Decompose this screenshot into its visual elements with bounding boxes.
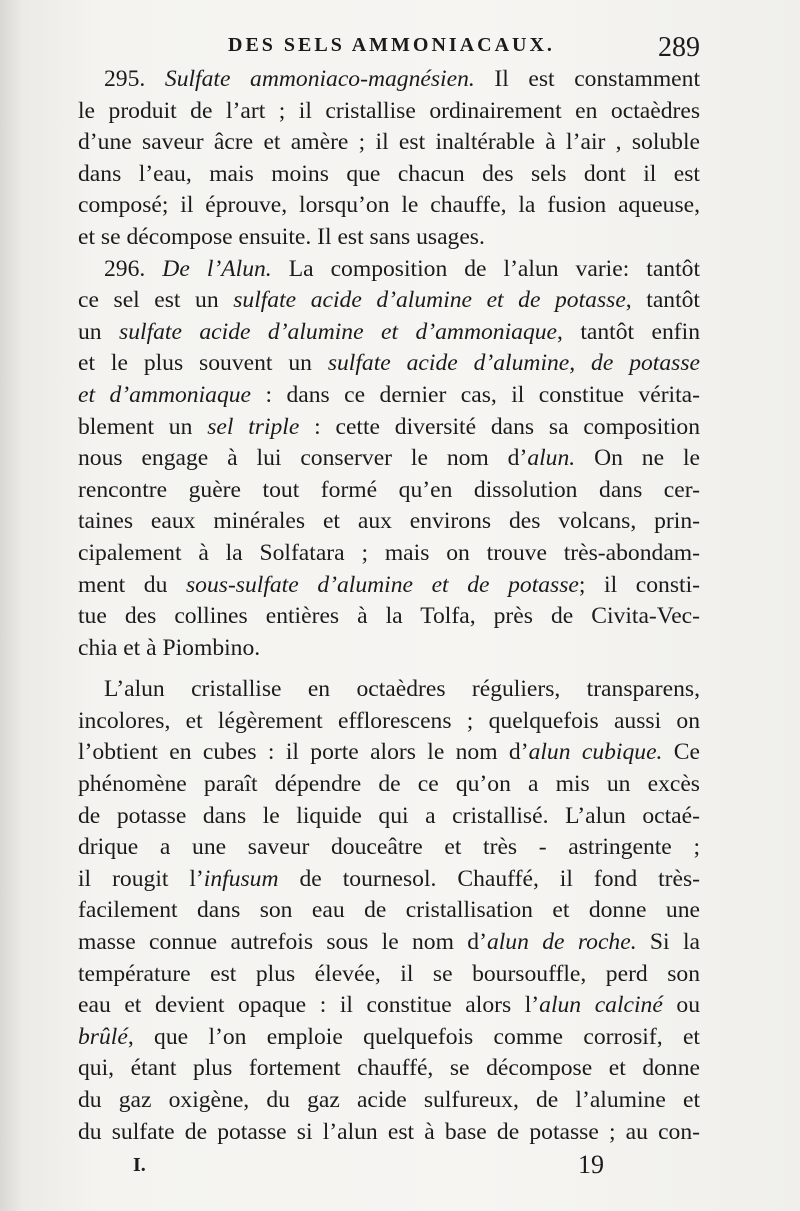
text-line: taines eaux minérales et aux environs des volcans, prin- bbox=[78, 508, 700, 535]
body-text bbox=[78, 64, 700, 1148]
text-line: et se décompose ensuite. Il est sans usages. bbox=[78, 223, 485, 250]
text-line: il rougit l’infusum de tournesol. Chauffé, il fond très- bbox=[78, 865, 700, 892]
text-line: d’une saveur âcre et amère ; il est inaltérable à l’air , soluble bbox=[78, 129, 700, 156]
text-line: dans l’eau, mais moins que chacun des sels dont il est bbox=[78, 160, 700, 187]
text-line: ce sel est un sulfate acide d’alumine et de potasse, tantôt bbox=[78, 287, 700, 314]
signature-number: 19 bbox=[578, 1150, 604, 1179]
text-line: masse connue autrefois sous le nom d’alun de roche. Si la bbox=[78, 929, 700, 956]
text-line: l’obtient en cubes : il porte alors le nom d’alun cubique. Ce bbox=[78, 739, 700, 766]
signature-mark: I. bbox=[133, 1154, 146, 1176]
text-line: et le plus souvent un sulfate acide d’alumine, de potasse bbox=[78, 350, 700, 377]
page-header bbox=[78, 26, 700, 66]
text-line: du sulfate de potasse si l’alun est à base de potasse ; au con- bbox=[78, 1118, 700, 1145]
text-line: eau et devient opaque : il constitue alors l’alun calciné ou bbox=[78, 992, 700, 1019]
text-line: et d’ammoniaque : dans ce dernier cas, il constitue vérita- bbox=[78, 381, 700, 408]
text-line: chia et à Piombino. bbox=[78, 634, 261, 661]
text-line: blement un sel triple : cette diversité dans sa composition bbox=[78, 413, 700, 440]
text-line: 296. De l’Alun. La composition de l’alun varie: tantôt bbox=[104, 255, 701, 282]
page-number: 289 bbox=[658, 32, 700, 63]
text-line: brûlé, que l’on emploie quelquefois comme corrosif, et bbox=[78, 1023, 700, 1050]
text-line: le produit de l’art ; il cristallise ordinairement en octaèdres bbox=[78, 97, 700, 124]
text-line: L’alun cristallise en octaèdres réguliers, transparens, bbox=[104, 676, 700, 703]
text-line: du gaz oxigène, du gaz acide sulfureux, de l’alumine et bbox=[78, 1087, 700, 1113]
page-edge-shadow bbox=[0, 0, 22, 1211]
text-line: température est plus élevée, il se boursouffle, perd son bbox=[78, 960, 700, 987]
text-line: un sulfate acide d’alumine et d’ammoniaque, tantôt enfin bbox=[78, 318, 700, 345]
text-line: cipalement à la Solfatara ; mais on trouve très-abondam- bbox=[78, 539, 700, 566]
text-line: 295. Sulfate ammoniaco-magnésien. Il est constamment bbox=[104, 66, 701, 92]
text-line: ment du sous-sulfate d’alumine et de potasse; il consti- bbox=[78, 571, 700, 598]
text-line: incolores, et légèrement efflorescens ; quelquefois aussi on bbox=[78, 707, 700, 734]
paragraph-gap bbox=[78, 664, 700, 674]
text-line: de potasse dans le liquide qui a cristallisé. L’alun octaé- bbox=[78, 802, 700, 829]
text-line: drique a une saveur douceâtre et très - astringente ; bbox=[78, 834, 700, 861]
page-footer bbox=[78, 1150, 700, 1190]
text-line: facilement dans son eau de cristallisation et donne une bbox=[78, 897, 700, 924]
text-line: qui, étant plus fortement chauffé, se décompose et donne bbox=[78, 1055, 700, 1082]
text-line: rencontre guère tout formé qu’en dissolution dans cer- bbox=[78, 476, 700, 503]
running-head: DES SELS AMMONIACAUX. bbox=[228, 34, 555, 56]
text-line: nous engage à lui conserver le nom d’alun. On ne le bbox=[78, 445, 700, 472]
text-line: composé; il éprouve, lorsqu’on le chauffe, la fusion aqueuse, bbox=[78, 192, 700, 219]
text-line: phénomène paraît dépendre de ce qu’on a mis un excès bbox=[78, 771, 700, 798]
text-line: tue des collines entières à la Tolfa, près de Civita-Vec- bbox=[78, 603, 700, 630]
